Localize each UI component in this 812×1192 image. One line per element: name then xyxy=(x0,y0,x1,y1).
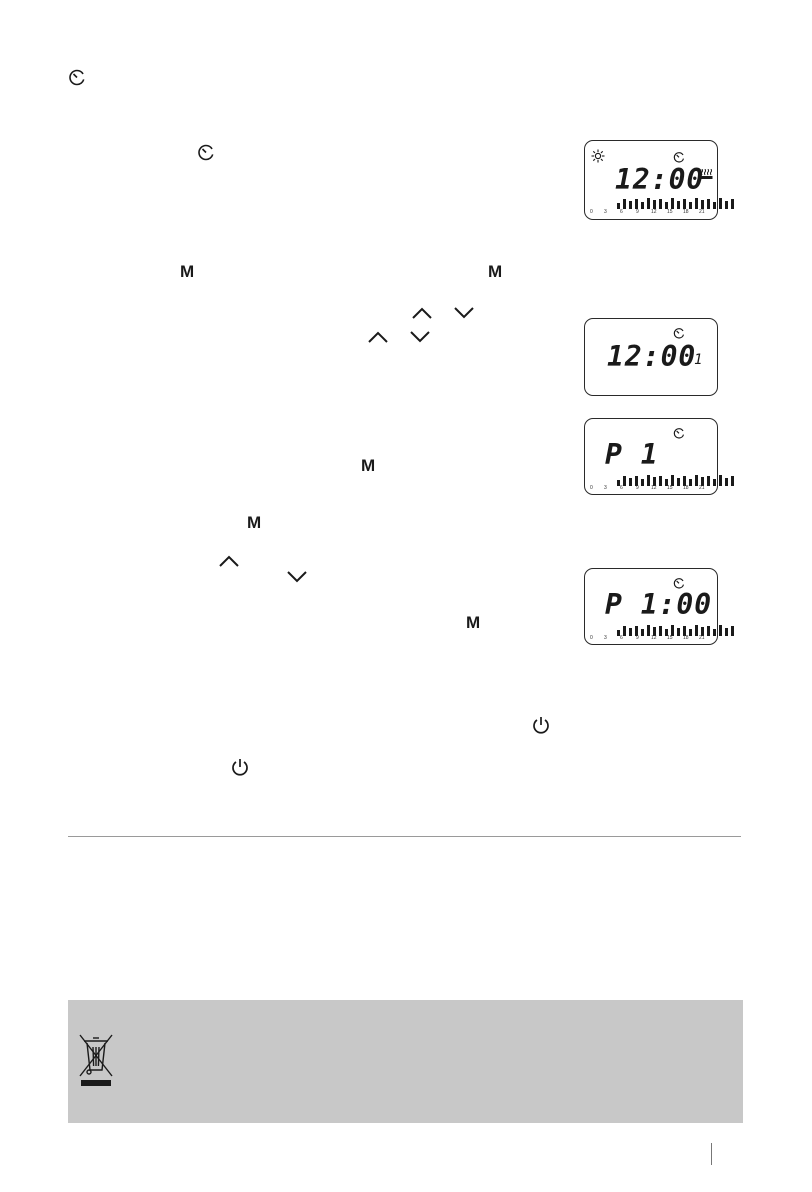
hour-tick: 9 xyxy=(636,209,639,215)
hour-tick: 3 xyxy=(604,485,607,491)
hour-tick: 21 xyxy=(699,485,705,491)
hour-tick: 15 xyxy=(667,209,673,215)
hour-scale xyxy=(590,486,714,492)
chevron-down-icon xyxy=(453,306,475,320)
hourly-program-bars xyxy=(617,474,734,486)
lcd-display-program-time xyxy=(584,568,718,645)
lcd-day-number: 1 xyxy=(694,352,703,368)
crossed-out-bin-icon xyxy=(78,1032,114,1088)
lcd-display-program xyxy=(584,418,718,495)
timer-icon xyxy=(68,68,86,86)
hour-tick: 15 xyxy=(667,635,673,641)
chevron-up-icon xyxy=(411,306,433,320)
m-key-symbol: M xyxy=(466,613,481,632)
timer-icon xyxy=(197,143,215,161)
hour-tick: 6 xyxy=(620,209,623,215)
timer-icon xyxy=(673,427,685,439)
hour-tick: 6 xyxy=(620,635,623,641)
m-key-symbol: M xyxy=(180,262,195,281)
hour-tick: 0 xyxy=(590,635,593,641)
lcd-display-clock xyxy=(584,140,718,220)
lcd-program: P 1 xyxy=(605,438,659,471)
m-key-symbol: M xyxy=(361,456,376,475)
hour-tick: 21 xyxy=(699,209,705,215)
lcd-time: 12:00 xyxy=(607,340,697,373)
lcd-program-time: P 1:00 xyxy=(605,588,713,621)
hourly-program-bars xyxy=(617,624,734,636)
chevron-up-icon xyxy=(218,554,240,568)
sun-icon xyxy=(591,149,605,163)
power-icon xyxy=(532,715,550,735)
m-key-symbol: M xyxy=(488,262,503,281)
timer-icon xyxy=(673,151,685,163)
lcd-time: 12:00 xyxy=(615,163,705,196)
hour-scale xyxy=(590,210,714,216)
chevron-down-icon xyxy=(286,570,308,584)
hour-tick: 18 xyxy=(683,635,689,641)
page-number-divider xyxy=(711,1143,712,1165)
section-divider xyxy=(68,836,741,837)
hour-tick: 0 xyxy=(590,209,593,215)
timer-icon xyxy=(673,327,685,339)
hour-tick: 21 xyxy=(699,635,705,641)
chevron-up-icon xyxy=(367,330,389,344)
hour-tick: 12 xyxy=(651,635,657,641)
hour-tick: 12 xyxy=(651,209,657,215)
chevron-down-icon xyxy=(409,330,431,344)
hour-tick: 0 xyxy=(590,485,593,491)
hour-tick: 18 xyxy=(683,485,689,491)
hour-tick: 18 xyxy=(683,209,689,215)
lcd-display-clock-edit xyxy=(584,318,718,396)
hour-tick: 3 xyxy=(604,209,607,215)
hourly-program-bars xyxy=(617,197,734,209)
hour-tick: 3 xyxy=(604,635,607,641)
hour-tick: 9 xyxy=(636,635,639,641)
hour-scale xyxy=(590,636,714,642)
hour-tick: 15 xyxy=(667,485,673,491)
hour-tick: 12 xyxy=(651,485,657,491)
hour-tick: 6 xyxy=(620,485,623,491)
disposal-notice-box xyxy=(68,1000,743,1123)
power-icon xyxy=(231,757,249,777)
hour-tick: 9 xyxy=(636,485,639,491)
m-key-symbol: M xyxy=(247,513,262,532)
